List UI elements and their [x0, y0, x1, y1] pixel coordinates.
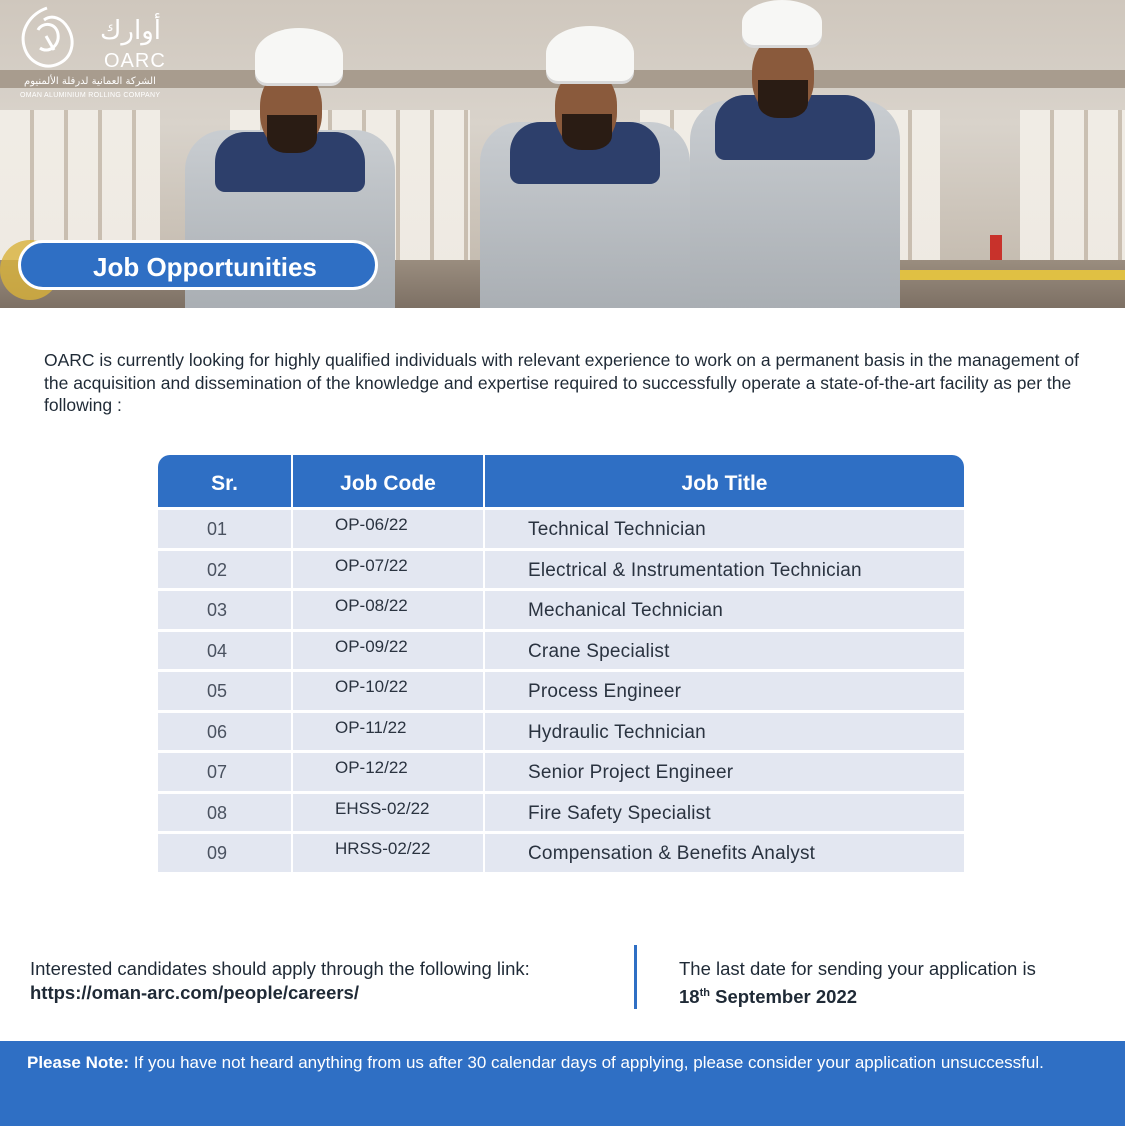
hero-photo [0, 0, 1125, 308]
brand-name: OARC [104, 50, 166, 72]
job-code: EHSS-02/22 [335, 798, 430, 818]
careers-link[interactable]: https://oman-arc.com/people/careers/ [30, 982, 359, 1003]
table-row [158, 551, 964, 589]
cell-sr [158, 753, 291, 791]
deadline-text: The last date for sending your application is [679, 958, 1036, 979]
job-code: OP-12/22 [335, 758, 408, 777]
sr-value: 07 [207, 762, 228, 782]
table-row [158, 591, 964, 629]
note-body: If you have not heard anything from us after 30 calendar days of applying, please consider your application unsuccessful. [133, 1053, 1044, 1072]
job-title: Fire Safety Specialist [528, 802, 711, 824]
job-title: Hydraulic Technician [528, 721, 706, 743]
cell-title [485, 591, 964, 629]
note-text [27, 1052, 1067, 1073]
header-job-title: Job Title [681, 472, 768, 495]
worker-figure [480, 22, 690, 308]
sr-value: 05 [207, 681, 228, 701]
cell-code [293, 834, 483, 872]
job-code: OP-10/22 [335, 677, 408, 696]
note-bar [0, 1041, 1125, 1126]
header-sr: Sr. [211, 472, 238, 495]
cell-sr [158, 672, 291, 710]
cell-code [293, 794, 483, 832]
apply-info [30, 957, 530, 1005]
banner-title: Job Opportunities [93, 252, 317, 282]
job-title: Technical Technician [528, 519, 706, 540]
sr-value: 01 [207, 519, 228, 539]
red-panel [990, 235, 1002, 260]
table-row [158, 632, 964, 670]
cell-code [293, 591, 483, 629]
cell-title [485, 510, 964, 548]
brand-name-arabic: أوارك [100, 16, 161, 46]
deadline-day: 18 [679, 986, 700, 1008]
sr-value: 04 [207, 640, 228, 661]
cell-sr [158, 632, 291, 670]
table-row [158, 794, 964, 832]
job-code: OP-06/22 [335, 515, 408, 534]
sr-value: 08 [207, 802, 228, 823]
cell-code [293, 510, 483, 548]
cell-title [485, 713, 964, 751]
sr-value: 02 [207, 559, 228, 580]
table-header [158, 455, 964, 507]
jobs-table [158, 455, 964, 872]
cell-sr [158, 834, 291, 872]
sr-value: 03 [207, 600, 228, 620]
job-title: Compensation & Benefits Analyst [528, 843, 816, 864]
cell-title [485, 753, 964, 791]
cell-sr [158, 591, 291, 629]
job-title: Crane Specialist [528, 640, 670, 662]
job-code: OP-09/22 [335, 636, 408, 656]
sr-value: 09 [207, 843, 228, 863]
deadline-info [679, 957, 1036, 1009]
cell-code [293, 753, 483, 791]
job-code: HRSS-02/22 [335, 839, 431, 858]
brand-subtitle: OMAN ALUMINIUM ROLLING COMPANY [20, 92, 161, 99]
brand-subtitle-arabic: الشركة العمانية لدرفلة الألمنيوم [24, 76, 156, 87]
table-row [158, 510, 964, 548]
job-opportunities-banner [18, 240, 378, 290]
note-label: Please Note: [27, 1053, 130, 1072]
cell-sr [158, 713, 291, 751]
cell-title [485, 794, 964, 832]
job-code: OP-07/22 [335, 555, 408, 575]
yellow-rail [900, 270, 1125, 280]
deadline-month-year: September 2022 [715, 986, 858, 1008]
cell-title [485, 672, 964, 710]
table-row [158, 834, 964, 872]
intro-paragraph: OARC is currently looking for highly qualified individuals with relevant experience to work on a permanent basis in the management of the acquisition and dissemination of the knowledge and expertise required to successfully operate a state-of-the-art facility as per the following : [44, 350, 1079, 415]
cell-sr [158, 794, 291, 832]
cell-title [485, 632, 964, 670]
cell-title [485, 551, 964, 589]
job-title: Mechanical Technician [528, 600, 724, 621]
cell-code [293, 632, 483, 670]
table-row [158, 672, 964, 710]
vertical-divider [634, 945, 637, 1009]
cell-sr [158, 510, 291, 548]
cell-title [485, 834, 964, 872]
job-code: OP-11/22 [335, 717, 407, 737]
oarc-logo-icon [18, 6, 76, 74]
worker-figure [690, 0, 900, 308]
deadline-day-suffix: th [699, 987, 710, 999]
cell-code [293, 551, 483, 589]
sr-value: 06 [207, 721, 228, 742]
cell-code [293, 713, 483, 751]
apply-text: Interested candidates should apply through the following link: [30, 958, 530, 979]
job-title: Electrical & Instrumentation Technician [528, 559, 862, 581]
job-title: Senior Project Engineer [528, 762, 734, 783]
cell-sr [158, 551, 291, 589]
table-row [158, 753, 964, 791]
table-row [158, 713, 964, 751]
job-title: Process Engineer [528, 681, 682, 702]
header-job-code: Job Code [340, 472, 436, 495]
factory-window [1020, 110, 1125, 260]
factory-window [0, 110, 160, 260]
deadline-date [679, 981, 1036, 1009]
job-code: OP-08/22 [335, 596, 408, 615]
oarc-logo [18, 6, 178, 98]
cell-code [293, 672, 483, 710]
